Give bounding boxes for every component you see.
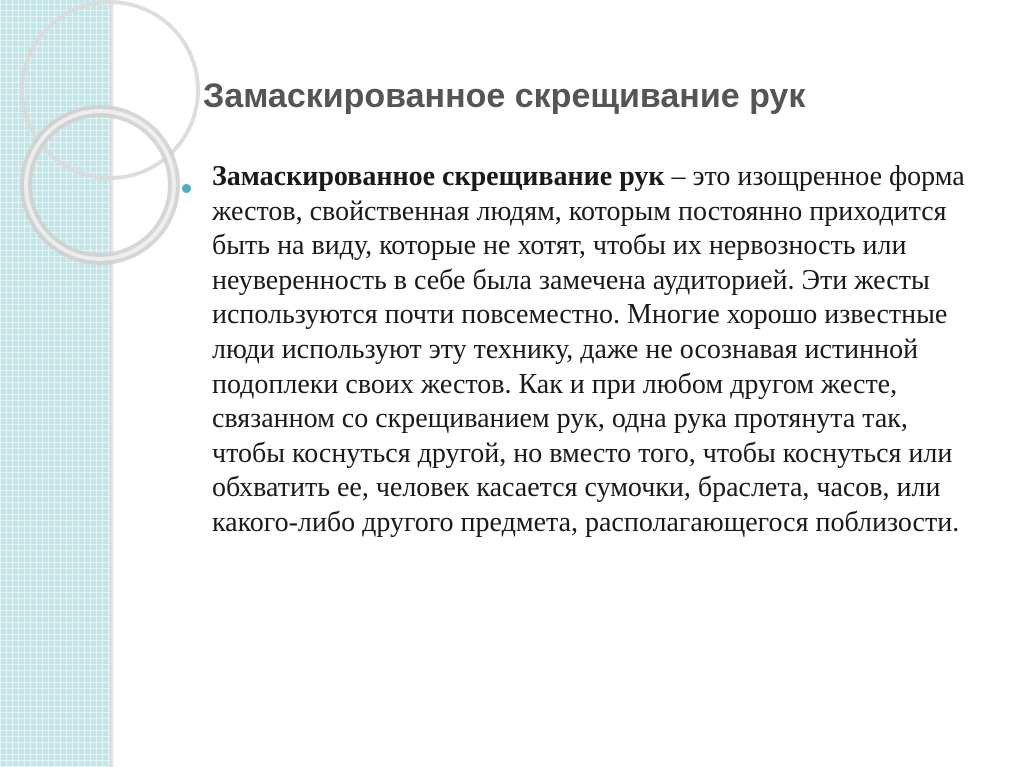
bullet-text	[212, 160, 987, 541]
bullet-icon	[182, 184, 191, 193]
bullet-term: Замаскированное скрещивание рук	[212, 161, 665, 192]
slide-title: Замаскированное скрещивание рук	[203, 77, 806, 115]
decorative-rings	[0, 0, 200, 300]
bullet-body: – это изощренное форма жестов, свойственная людям, которым постоянно приходится быть на виду, которые не хотят, чтобы их нервозность или неуверенность в себе была замечена аудиторией. Эти жесты используются почти повсеместно. Многие хорошо известные люди используют эту технику, даже не осознавая истинной подоплеки своих жестов. Как и при любом другом жесте, связанном со скрещиванием рук, одна рука протянута так, чтобы коснуться другой, но вместо того, чтобы коснуться или обхватить ее, человек касается сумочки, браслета, часов, или какого-либо другого предмета, располагающегося поблизости.	[212, 161, 965, 538]
